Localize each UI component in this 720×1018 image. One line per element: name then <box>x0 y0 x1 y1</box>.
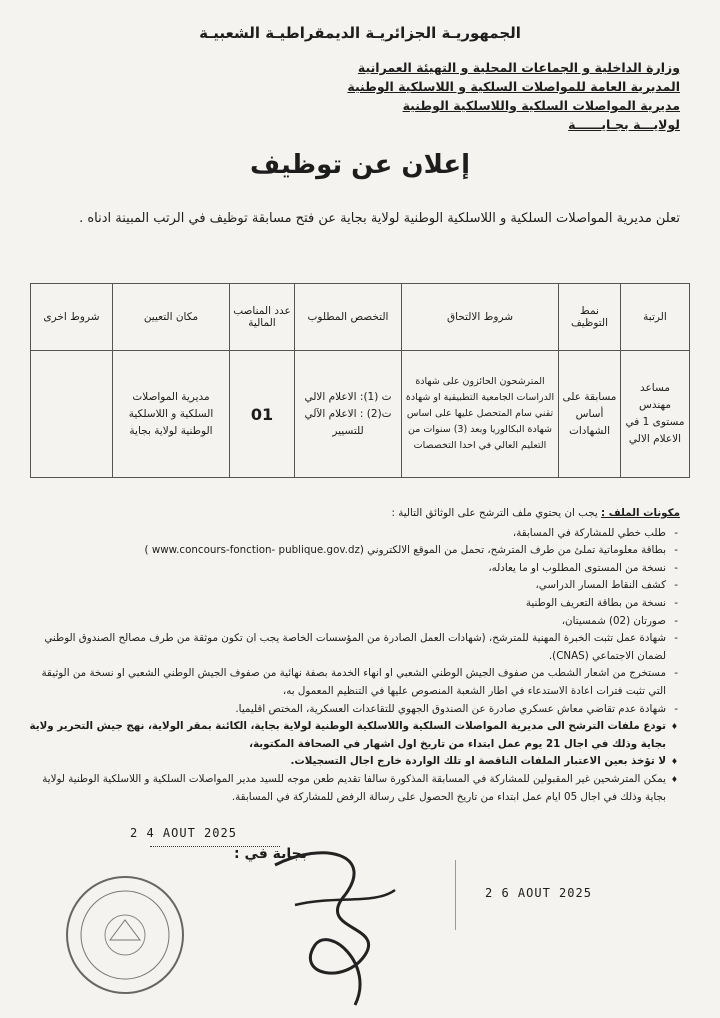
header-other: شروط اخرى <box>31 284 113 351</box>
table-header-row <box>31 284 690 351</box>
list-item: - نسخة من بطاقة التعريف الوطنية <box>28 595 666 613</box>
documents-section <box>28 505 680 806</box>
directorate-line: مديرية المواصلات السلكية واللاسلكية الوطنية <box>402 98 680 113</box>
header-rank: الرتبة <box>621 284 690 351</box>
list-item: - طلب خطي للمشاركة في المسابقة، <box>28 525 666 543</box>
cell-rank: مساعد مهندس مستوى 1 في الاعلام الالي <box>621 351 690 478</box>
cell-specialty <box>295 351 402 478</box>
specialty-2: ت(2) : الاعلام الآلي للتسيير <box>304 407 392 437</box>
header-location: مكان التعيين <box>113 284 230 351</box>
directorate-general-line: المديرية العامة للمواصلات السلكية و اللاسلكية الوطنية <box>347 79 680 94</box>
note-item: ♦ يمكن المترشحين غير المقبولين للمشاركة في المسابقة المذكورة سالفا تقديم طعن موجه للسيد مدير المواصلات السلكية و اللاسلكية الوطنية لولاية بجاية وذلك في اجال 05 ايام عمل ابتداء من تاريخ الحصول على رسالة الرفض للمشاركة في المسابقة. <box>28 771 666 806</box>
announcement-title: إعلان عن توظيف <box>250 150 470 180</box>
list-item: - بطاقة معلوماتية تملئ من طرف المترشح، تحمل من الموقع الالكتروني (www.concours-fonction- publique.gov.dz ) <box>28 542 666 560</box>
list-item: - كشف النقاط المسار الدراسي، <box>28 577 666 595</box>
list-item: - شهادة عدم تقاضي معاش عسكري صادرة عن الصندوق الجهوي للتقاعدات العسكرية، المختص اقليميا. <box>28 701 666 719</box>
place-label: بجاية في : <box>234 846 308 862</box>
list-item: - صورتان (02) شمسيتان، <box>28 613 666 631</box>
official-seal-icon <box>60 870 190 1000</box>
note-item: ♦ تودع ملفات الترشح الى مديرية المواصلات السلكية واللاسلكية الوطنية لولاية بجاية، الكائنة بمقر الولاية، نهج جيش التحرير ولاية بجاية وذلك في اجال 21 يوم عمل ابتداء من تاريخ اول اشهار في الصحافة المكتوبة، <box>28 718 666 753</box>
cell-other <box>31 351 113 478</box>
documents-lead: يجب ان يحتوي ملف الترشح على الوثائق التالية : <box>391 507 598 519</box>
wilaya-line: لولايـــة بجـايــــــة <box>568 117 680 132</box>
reception-date: 2 6 AOUT 2025 <box>485 886 592 900</box>
ministry-block <box>347 58 680 134</box>
signature-icon <box>255 835 415 1015</box>
intro-paragraph: تعلن مديرية المواصلات السلكية و اللاسلكية الوطنية لولاية بجاية عن فتح مسابقة توظيف في الرتب المبينة ادناه . <box>79 211 680 226</box>
table-row <box>31 351 690 478</box>
cell-conditions: المترشحون الحائزون على شهادة الدراسات الجامعية التطبيقية او شهادة تقني سام المتحصل عليها على اساس شهادة البكالوريا وبعد (3) سنوات من التعليم العالي في احدا التخصصات <box>402 351 559 478</box>
note-item: ♦ لا تؤخذ بعين الاعتبار الملفات الناقصة او تلك الواردة خارج اجال التسجيلات. <box>28 753 666 771</box>
signature-date: 2 4 AOUT 2025 <box>130 826 237 840</box>
ministry-line: وزارة الداخلية و الجماعات المحلية و التهيئة العمرانية <box>357 60 680 75</box>
cell-positions: 01 <box>230 351 295 478</box>
list-item: - نسخة من المستوى المطلوب او ما يعادله، <box>28 560 666 578</box>
documents-list <box>28 525 680 807</box>
header-positions: عدد المناصب المالية <box>230 284 295 351</box>
header-mode: نمط التوظيف <box>559 284 621 351</box>
specialty-1: ت (1): الاعلام الالي <box>304 390 392 403</box>
positions-table <box>30 283 690 478</box>
republic-heading: الجمهوريـة الجزائريـة الديمقراطيـة الشعبيـة <box>199 24 521 42</box>
list-item: - شهادة عمل تثبت الخبرة المهنية للمترشح، (شهادات العمل الصادرة من المؤسسات الخاصة يجب ان تكون موثقة من طرف مصالح الصندوق الوطني لضمان الاجتماعي (CNAS). <box>28 630 666 665</box>
header-conditions: شروط الالتحاق <box>402 284 559 351</box>
documents-label: مكونات الملف : <box>601 507 680 519</box>
cell-mode: مسابقة على أساس الشهادات <box>559 351 621 478</box>
cell-location: مديرية المواصلات السلكية و اللاسلكية الوطنية لولاية بجاية <box>113 351 230 478</box>
list-item: - مستخرج من اشعار الشطب من صفوف الجيش الوطني الشعبي او انهاء الخدمة بصفة نهائية من صفوف الجيش الوطني الشعبي او نسخة من الوثيقة التي تثبت فترات اعادة الاستدعاء في اطار الشعبة المنصوص عليها في التنظيم المعمول به، <box>28 665 666 700</box>
header-specialty: التخصص المطلوب <box>295 284 402 351</box>
